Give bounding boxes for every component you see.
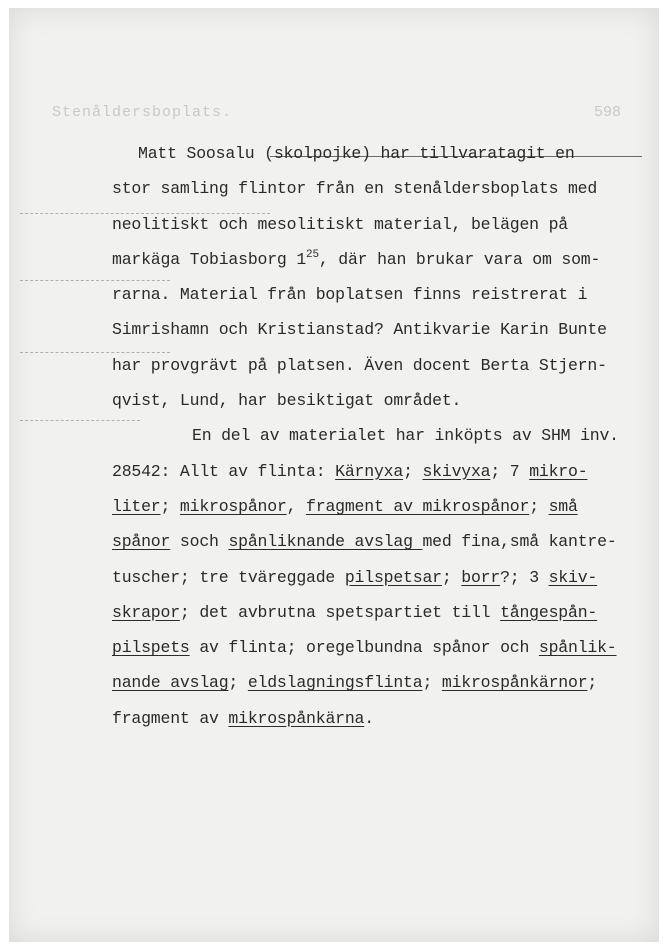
text-line: Matt Soosalu (skolpojke) har tillvaratagit en [138, 144, 575, 163]
text-line: har provgrävt på platsen. Även docent Berta Stjern- [112, 355, 607, 375]
text-line: qvist, Lund, har besiktigat området. [112, 391, 462, 411]
text-line: pilspets av flinta; oregelbundna spånor och spånlik- [112, 638, 617, 658]
text-line: fragment av mikrospånkärna. [112, 708, 374, 728]
text-line: skrapor; det avbrutna spetspartiet till tångespån- [112, 602, 598, 622]
text-line: Simrishamn och Kristianstad? Antikvarie Karin Bunte [112, 320, 607, 340]
ghost-page-number: 598 [594, 104, 622, 121]
page-frame-bottom [0, 942, 667, 950]
page-frame-top [0, 0, 667, 8]
page-frame-right [659, 0, 667, 950]
text-line: neolitiskt och mesolitiskt material, belägen på [112, 214, 568, 234]
text-line: En del av materialet har inköpts av SHM inv. [192, 426, 619, 446]
ghost-header-text: Stenåldersboplats. [52, 104, 233, 121]
typed-text-block [112, 136, 642, 736]
text-line: rarna. Material från boplatsen finns reistrerat i [112, 285, 588, 305]
page-frame-left [0, 0, 9, 950]
text-line: nande avslag; eldslagningsflinta; mikrospånkärnor; [112, 673, 598, 693]
text-line: markäga Tobiasborg $1^{25}$, där han brukar vara om som- [112, 248, 601, 269]
document-page [8, 8, 659, 942]
text-line: tuscher; tre tväreggade pilspetsar; borr?; 3 skiv- [112, 567, 598, 587]
text-line: stor samling flintor från en stenåldersboplats med [112, 179, 598, 199]
text-line: liter; mikrospånor, fragment av mikrospånor; små [112, 496, 578, 516]
text-line: spånor soch spånliknande avslag med fina,små kantre- [112, 532, 617, 552]
text-line: 28542: Allt av flinta: Kärnyxa; skivyxa; 7 mikro- [112, 461, 588, 481]
